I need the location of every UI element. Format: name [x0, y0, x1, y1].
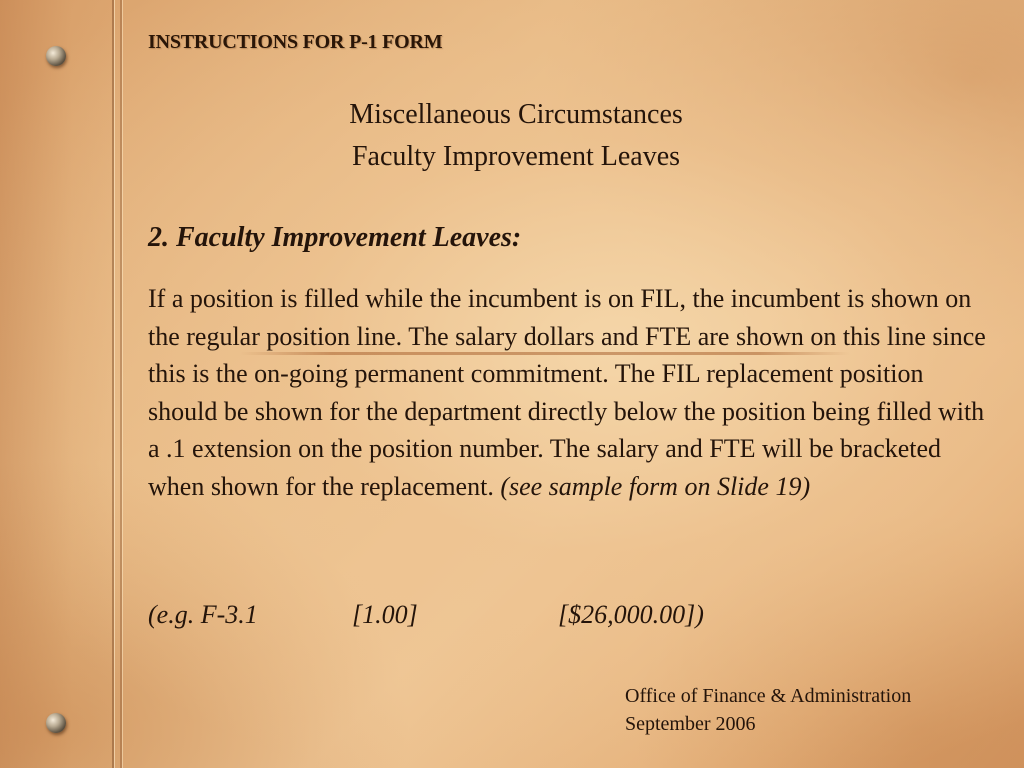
body-text: If a position is filled while the incumbent is on FIL, the incumbent is shown on the regular position line. The salary dollars and FTE are shown on this line since this is the on-going permanent commitment. The FIL replacement position should be shown for the department directly below the position being filled with a .1 extension on the position number. The salary and FTE will be bracketed when shown for the replacement.: [148, 284, 986, 501]
slide-title: [148, 94, 884, 178]
slide-reference: (see sample form on Slide 19): [500, 471, 811, 501]
example-fte: [1.00]: [352, 600, 418, 629]
binding-strip: [0, 0, 120, 768]
footer-office: Office of Finance & Administration: [625, 685, 912, 707]
binding-rule-left: [112, 0, 114, 768]
example-position: (e.g. F-3.1: [148, 600, 258, 629]
title-line-1: Miscellaneous Circumstances: [349, 99, 683, 130]
slide-header: INSTRUCTIONS FOR P-1 FORM: [148, 31, 443, 53]
body-paragraph: [148, 280, 988, 505]
rivet-top-icon: [46, 46, 66, 66]
footer: [625, 682, 911, 738]
binding-rule-right: [120, 0, 122, 768]
rivet-bottom-icon: [46, 713, 66, 733]
title-line-2: Faculty Improvement Leaves: [351, 141, 681, 172]
section-heading: 2. Faculty Improvement Leaves:: [148, 222, 522, 253]
footer-date: September 2006: [625, 713, 756, 735]
example-salary: [$26,000.00]): [558, 600, 704, 629]
